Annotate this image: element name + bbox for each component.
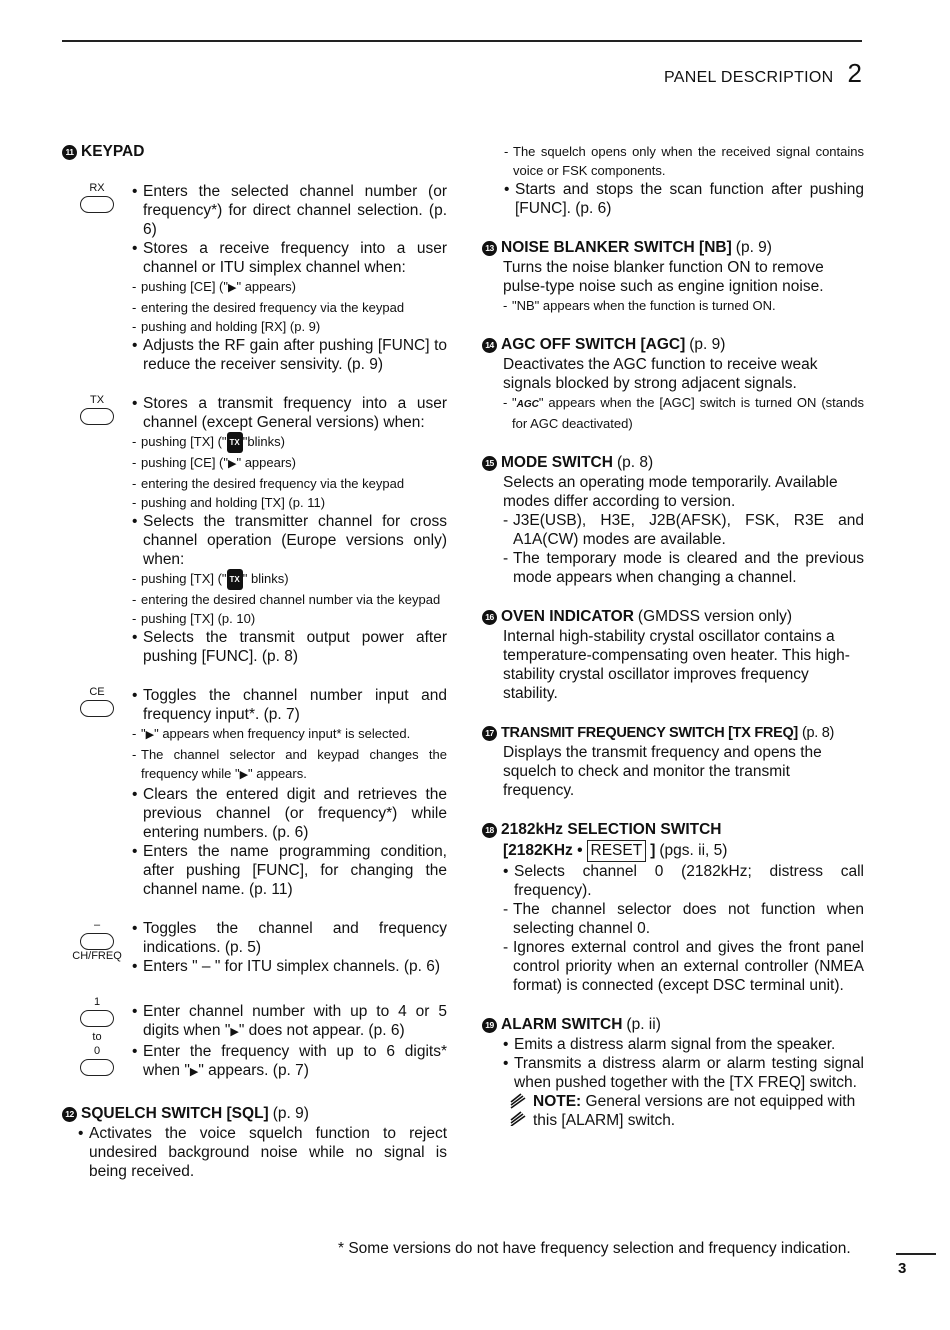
footnote: * Some versions do not have frequency selection and frequency indication. <box>338 1240 851 1257</box>
header-title: PANEL DESCRIPTION <box>663 69 834 86</box>
key-label: CE <box>89 686 105 698</box>
bullet: • Starts and stops the scan function after pushing [FUNC]. (p. 6) <box>504 180 864 218</box>
section-title: MODE SWITCH <box>501 454 613 471</box>
key-label: CH/FREQ <box>72 950 122 962</box>
section-body: Deactivates the AGC function to receive weak signals blocked by strong adjacent signals. <box>503 356 818 392</box>
reset-box: RESET <box>587 840 647 862</box>
bullet: • Selects the transmitter channel for cross channel operation (Europe versions only) when: <box>132 512 447 569</box>
section-title: KEYPAD <box>81 143 145 160</box>
ce-key-block <box>62 686 447 899</box>
section-title: TRANSMIT FREQUENCY SWITCH [TX FREQ] <box>501 725 798 741</box>
dash-item: - The channel selector does not function when selecting channel 0. <box>503 900 864 938</box>
section-body: Internal high-stability crystal oscillator contains a temperature-compensating oven heater. This high-stability crystal oscillator improves frequency stability. <box>503 628 850 702</box>
note-icon <box>509 1092 529 1126</box>
chfreq-key-block <box>62 919 447 976</box>
section-page-ref: (p. 9) <box>735 239 772 256</box>
key-label: – <box>93 919 101 931</box>
triangle-icon: ▶ <box>189 1066 199 1078</box>
section-title: SQUELCH SWITCH [SQL] <box>81 1105 269 1122</box>
dash-item: - "NB" appears when the function is turned ON. <box>503 296 864 315</box>
sel2182-heading <box>482 820 864 840</box>
note <box>482 1092 864 1130</box>
section-title: AGC OFF SWITCH [AGC] <box>501 336 686 353</box>
rx-key-icon <box>62 182 132 374</box>
dash-item: - pushing [CE] ("▶" appears) <box>132 277 447 298</box>
section-title: ALARM SWITCH <box>501 1016 623 1033</box>
dash-item: - "▶" appears when frequency input* is selected. <box>132 724 447 745</box>
dash-item: - pushing [TX] (p. 10) <box>132 609 447 628</box>
chfreq-key-shape <box>80 933 114 950</box>
section-page-ref: (p. 8) <box>616 454 654 471</box>
dash-item: - The temporary mode is cleared and the previous mode appears when changing a channel. <box>503 549 864 587</box>
section-page-ref: (GMDSS version only) <box>637 608 793 625</box>
tx-key-shape <box>80 408 114 425</box>
dash-item: - The channel selector and keypad changes the frequency while "▶" appears. <box>132 745 447 785</box>
key-0-shape <box>80 1059 114 1076</box>
left-column <box>62 142 447 1181</box>
sel2182-subheading: [2182KHz • RESET ] (pgs. ii, 5) <box>482 840 864 862</box>
key-label: RX <box>89 182 105 194</box>
section-title: 2182kHz SELECTION SWITCH <box>501 821 722 838</box>
key-label: 1 <box>93 996 101 1008</box>
triangle-icon: ▶ <box>230 1026 239 1038</box>
section-page-ref: (pgs. ii, 5) <box>659 842 728 859</box>
section-number-badge: 16 <box>482 610 497 625</box>
bullet: • Clears the entered digit and retrieves the previous channel (or frequency*) while entering numbers. (p. 6) <box>132 785 447 842</box>
ce-key-shape <box>80 700 114 717</box>
note-text: General versions are not equipped with this [ALARM] switch. <box>533 1093 856 1129</box>
bullet: • Enters the name programming condition, after pushing [FUNC], for changing the channel name. (p. 11) <box>132 842 447 899</box>
agc-off-icon: AGC <box>516 399 539 410</box>
section-title: NOISE BLANKER SWITCH [NB] <box>501 239 732 256</box>
keypad-heading <box>62 142 447 162</box>
dash-item: - pushing [CE] ("▶" appears) <box>132 453 447 474</box>
bullet: • Stores a transmit frequency into a user channel (except General versions) when: <box>132 394 447 432</box>
chfreq-key-icon <box>62 919 132 976</box>
section-page-ref: (p. 9) <box>689 336 726 353</box>
note-label: NOTE: <box>533 1093 582 1110</box>
section-body: Displays the transmit frequency and opens the squelch to check and monitor the transmit frequency. <box>503 744 822 799</box>
section-number-badge: 11 <box>62 145 77 160</box>
section-page-ref: (p. 8) <box>801 725 834 741</box>
bullet: • Enter the frequency with up to 6 digits* when "▶" appears. (p. 7) <box>132 1042 447 1082</box>
page-number: 3 <box>898 1260 907 1277</box>
rx-key-block <box>62 182 447 374</box>
tx-badge-icon: TX <box>227 432 243 453</box>
key-1-shape <box>80 1010 114 1027</box>
bullet: • Emits a distress alarm signal from the speaker. <box>503 1035 864 1054</box>
dash-item: - The squelch opens only when the received signal contains voice or FSK components. <box>504 142 864 180</box>
dash-item: - pushing and holding [TX] (p. 11) <box>132 493 447 512</box>
tx-key-block <box>62 394 447 666</box>
section-page-ref: (p. ii) <box>626 1016 661 1033</box>
rx-key-shape <box>80 196 114 213</box>
page-number-rule <box>896 1253 936 1255</box>
page-header <box>664 58 862 89</box>
ce-key-icon <box>62 686 132 899</box>
dash-item: - Ignores external control and gives the front panel control priority when an external controller (NMEA format) is connected (except DSC terminal unit). <box>503 938 864 995</box>
key-label: to <box>92 1031 102 1043</box>
bullet: • Adjusts the RF gain after pushing [FUNC] to reduce the receiver sensivity. (p. 9) <box>132 336 447 374</box>
agc-heading <box>482 335 864 355</box>
chapter-number: 2 <box>847 58 862 88</box>
oven-heading <box>482 607 864 627</box>
bullet: • Enters " – " for ITU simplex channels. (p. 6) <box>132 957 447 976</box>
section-page-ref: (p. 9) <box>272 1105 309 1122</box>
top-rule <box>62 40 862 42</box>
dash-item: - entering the desired frequency via the keypad <box>132 298 447 317</box>
key-label: 0 <box>93 1045 101 1057</box>
bullet: • Transmits a distress alarm or alarm testing signal when pushed together with the [TX FREQ] switch. <box>503 1054 864 1092</box>
digit-keys-icon <box>62 996 132 1082</box>
right-column <box>482 142 864 1130</box>
bullet: • Toggles the channel number input and frequency input*. (p. 7) <box>132 686 447 724</box>
bullet: • Selects the transmit output power after pushing [FUNC]. (p. 8) <box>132 628 447 666</box>
section-body: Turns the noise blanker function ON to remove pulse-type noise such as engine ignition noise. <box>503 259 824 295</box>
triangle-icon: ▶ <box>228 458 237 470</box>
tx-key-icon <box>62 394 132 666</box>
section-number-badge: 17 <box>482 726 497 741</box>
alarm-heading <box>482 1015 864 1035</box>
bullet: • Toggles the channel and frequency indications. (p. 5) <box>132 919 447 957</box>
mode-heading <box>482 453 864 473</box>
dash-item: - entering the desired frequency via the keypad <box>132 474 447 493</box>
nb-heading <box>482 238 864 258</box>
key-label: TX <box>89 394 105 406</box>
tx-badge-icon: TX <box>227 569 243 590</box>
digit-keys-block <box>62 996 447 1082</box>
section-number-badge: 15 <box>482 456 497 471</box>
bullet: • Enters the selected channel number (or frequency*) for direct channel selection. (p. 6) <box>132 182 447 239</box>
bullet: • Stores a receive frequency into a user channel or ITU simplex channel when: <box>132 239 447 277</box>
section-number-badge: 12 <box>62 1107 77 1122</box>
dash-item: - pushing [TX] (" TX " blinks) <box>132 569 447 590</box>
section-number-badge: 14 <box>482 338 497 353</box>
dash-item: - entering the desired channel number via the keypad <box>132 590 447 609</box>
section-number-badge: 13 <box>482 241 497 256</box>
section-body: Selects an operating mode temporarily. Available modes differ according to version. <box>503 474 838 510</box>
triangle-icon: ▶ <box>239 769 249 781</box>
dash-item: - pushing and holding [RX] (p. 9) <box>132 317 447 336</box>
section-title: OVEN INDICATOR <box>501 608 634 625</box>
triangle-icon: ▶ <box>145 729 155 741</box>
triangle-icon: ▶ <box>228 282 237 294</box>
dash-item: - "AGC" appears when the [AGC] switch is turned ON (stands for AGC deactivated) <box>503 393 864 433</box>
bullet: • Enter channel number with up to 4 or 5 digits when "▶" does not appear. (p. 6) <box>132 1002 447 1042</box>
squelch-heading <box>62 1104 447 1124</box>
section-number-badge: 18 <box>482 823 497 838</box>
bullet: • Activates the voice squelch function to reject undesired background noise while no signal is being received. <box>78 1124 447 1181</box>
dash-item: - J3E(USB), H3E, J2B(AFSK), FSK, R3E and A1A(CW) modes are available. <box>503 511 864 549</box>
txfreq-heading <box>482 723 864 743</box>
dash-item: - pushing [TX] (" TX "blinks) <box>132 432 447 453</box>
section-number-badge: 19 <box>482 1018 497 1033</box>
bullet: • Selects channel 0 (2182kHz; distress call frequency). <box>503 862 864 900</box>
